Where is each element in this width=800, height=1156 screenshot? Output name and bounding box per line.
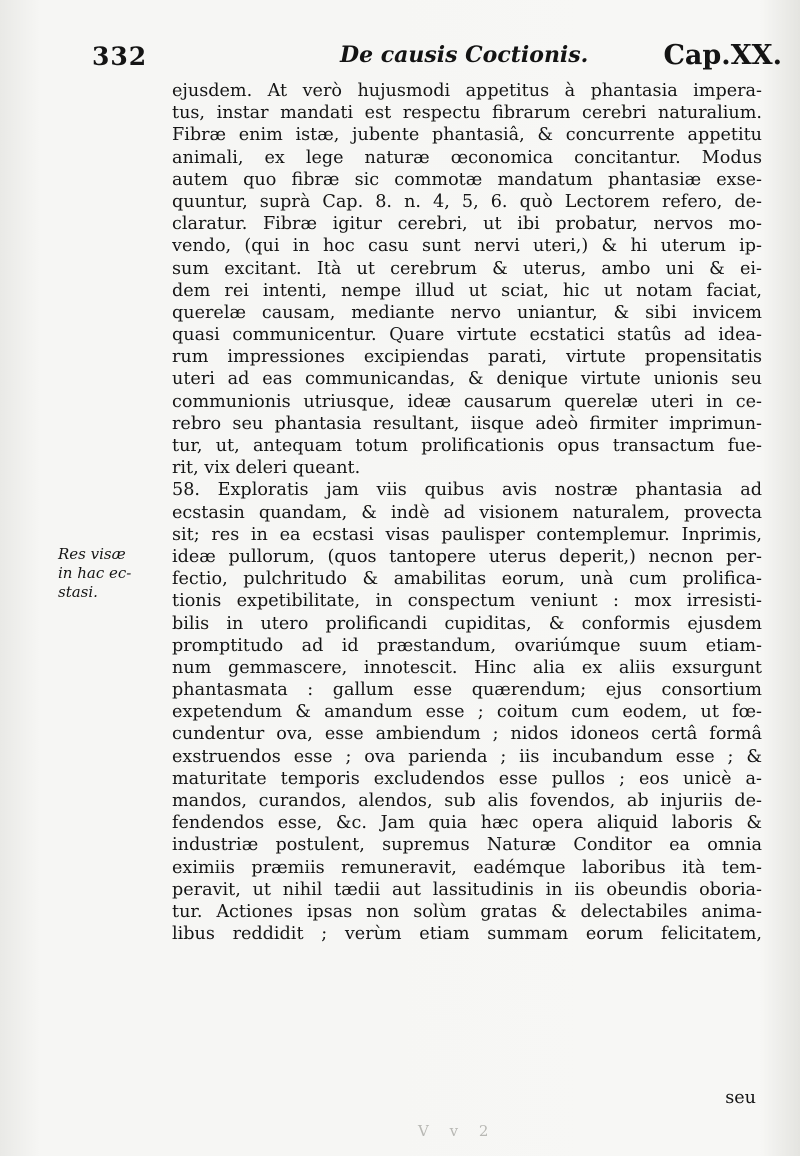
text-line: communionis utriusque, ideæ causarum querelæ uteri in ce- — [172, 391, 762, 412]
text-line: ideæ pullorum, (quos tantopere uterus deperit,) necnon per- — [172, 546, 762, 567]
text-line: dem rei intenti, nempe illud ut sciat, hic ut notam faciat, — [172, 280, 762, 301]
text-line: uteri ad eas communicandas, & denique virtute unionis seu — [172, 369, 762, 390]
text-line: tionis expetibilitate, in conspectum veniunt : mox irresisti- — [172, 591, 762, 612]
catchword: seu — [725, 1088, 756, 1108]
paragraph-start-line: 58. Exploratis jam viis quibus avis nostræ phantasia ad — [172, 480, 762, 501]
text-line: sum excitant. Ità ut cerebrum & uterus, ambo uni & ei- — [172, 258, 762, 279]
text-line: sit; res in ea ecstasi visas paulisper contemplemur. Inprimis, — [172, 524, 762, 545]
text-line: querelæ causam, mediante nervo uniantur, & sibi invicem — [172, 302, 762, 323]
text-line: bilis in utero prolificandi cupiditas, & conformis ejusdem — [172, 613, 762, 634]
text-line: fendendos esse, &c. Jam quia hæc opera aliquid laboris & — [172, 813, 762, 834]
marginal-note — [58, 545, 158, 602]
text-line: eximiis præmiis remuneravit, eadémque laboribus ità tem- — [172, 857, 762, 878]
text-line: cundentur ova, esse ambiendum ; nidos idoneos certâ formâ — [172, 724, 762, 745]
text-line: quuntur, suprà Cap. 8. n. 4, 5, 6. quò Lectorem refero, de- — [172, 191, 762, 212]
text-line: libus reddidit ; verùm etiam summam eorum felicitatem, — [172, 924, 762, 945]
text-line: num gemmascere, innotescit. Hinc alia ex aliis exsurgunt — [172, 657, 762, 678]
text-line: autem quo fibræ sic commotæ mandatum phantasiæ exse- — [172, 169, 762, 190]
text-line: animali, ex lege naturæ œconomica concitantur. Modus — [172, 147, 762, 168]
text-line: quasi communicentur. Quare virtute ecstatici statûs ad idea- — [172, 325, 762, 346]
marginal-note-line: Res visæ — [58, 545, 126, 563]
text-line: tur, ut, antequam totum prolificationis opus transactum fue- — [172, 436, 762, 456]
marginal-note-line: in hac ec- — [58, 564, 132, 582]
page-header — [92, 38, 782, 78]
text-line: phantasmata : gallum esse quærendum; ejus consortium — [172, 680, 762, 701]
text-line: claratur. Fibræ igitur cerebri, ut ibi probatur, nervos mo- — [172, 214, 762, 235]
text-line: tus, instar mandati est respectu fibrarum cerebri naturalium. — [172, 103, 762, 124]
text-line: ejusdem. At verò hujusmodi appetitus à phantasia impera- — [172, 81, 762, 101]
marginal-note-line: stasi. — [58, 583, 98, 601]
text-line: expetendum & amandum esse ; coitum cum eodem, ut fœ- — [172, 702, 762, 723]
text-line: exstruendos esse ; ova parienda ; iis incubandum esse ; & — [172, 746, 762, 767]
text-line: rit, vix deleri queant. — [172, 458, 361, 479]
text-line: rebro seu phantasia resultant, iisque adeò firmiter imprimun- — [172, 413, 762, 434]
text-line: Fibræ enim istæ, jubente phantasiâ, & concurrente appetitu — [172, 125, 762, 146]
text-line: ecstasin quandam, & indè ad visionem naturalem, provecta — [172, 502, 762, 523]
signature-mark: V v 2 — [418, 1122, 497, 1140]
text-line: maturitate temporis excludendos esse pullos ; eos unicè a- — [172, 768, 762, 789]
text-line: fectio, pulchritudo & amabilitas eorum, unà cum prolifica- — [172, 569, 762, 590]
text-line: rum impressiones excipiendas parati, virtute propensitatis — [172, 347, 762, 368]
chapter-heading: Cap.XX. — [663, 40, 782, 71]
text-line: peravit, ut nihil tædii aut lassitudinis in iis obeundis oboria- — [172, 879, 762, 900]
body-text — [172, 80, 762, 945]
page-number: 332 — [92, 42, 148, 71]
text-line: vendo, (qui in hoc casu sunt nervi uteri,) & hi uterum ip- — [172, 236, 762, 257]
text-line: tur. Actiones ipsas non solùm gratas & delectabiles anima- — [172, 901, 762, 922]
running-title: De causis Coctionis. — [340, 42, 589, 68]
text-line: industriæ postulent, supremus Naturæ Conditor ea omnia — [172, 835, 762, 856]
text-line: promptitudo ad id præstandum, ovariúmque suum etiam- — [172, 635, 762, 656]
text-line: mandos, curandos, alendos, sub alis fovendos, ab injuriis de- — [172, 791, 762, 811]
